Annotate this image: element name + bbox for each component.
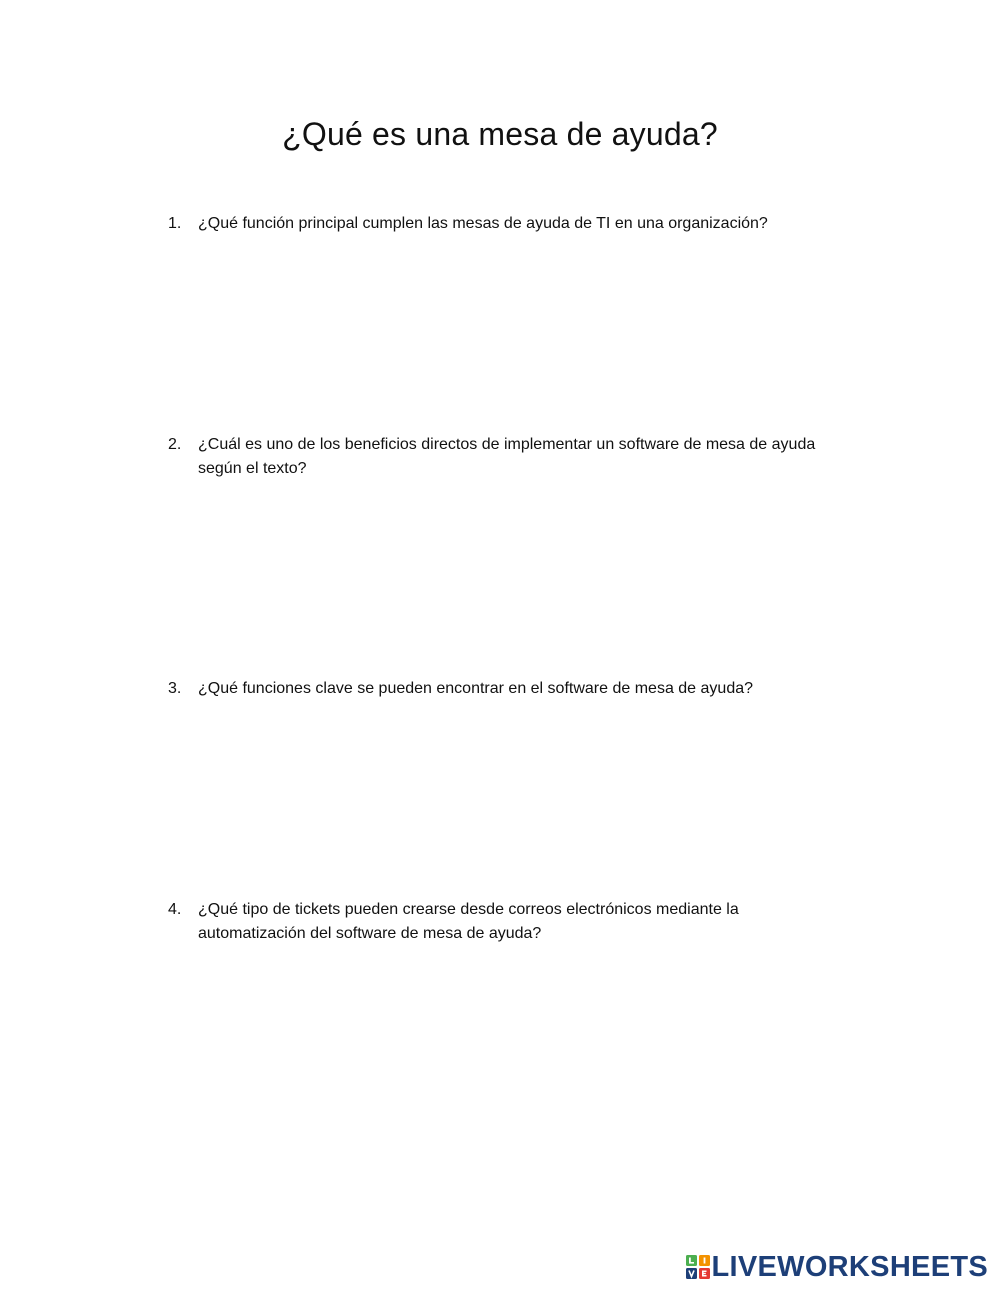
liveworksheets-logo[interactable]	[686, 1252, 989, 1282]
question-number: 1.	[168, 215, 182, 232]
logo-wordmark: LIVEWORKSHEETS	[711, 1251, 988, 1283]
question-number: 4.	[168, 901, 182, 918]
question-number: 2.	[168, 436, 182, 453]
question-3	[168, 677, 848, 701]
question-text: ¿Qué tipo de tickets pueden crearse desde correos electrónicos mediante la automatización del software de mesa de ayuda?	[198, 901, 739, 942]
question-text: ¿Cuál es uno de los beneficios directos de implementar un software de mesa de ayuda según el texto?	[198, 436, 816, 477]
question-text: ¿Qué funciones clave se pueden encontrar en el software de mesa de ayuda?	[198, 680, 754, 697]
question-2	[168, 433, 848, 481]
question-4	[168, 898, 848, 946]
question-number: 3.	[168, 680, 182, 697]
worksheet-title: ¿Qué es una mesa de ayuda?	[282, 116, 718, 152]
liveworksheets-tiles-icon	[686, 1255, 710, 1279]
question-1	[168, 212, 848, 236]
question-text: ¿Qué función principal cumplen las mesas de ayuda de TI en una organización?	[198, 215, 768, 232]
